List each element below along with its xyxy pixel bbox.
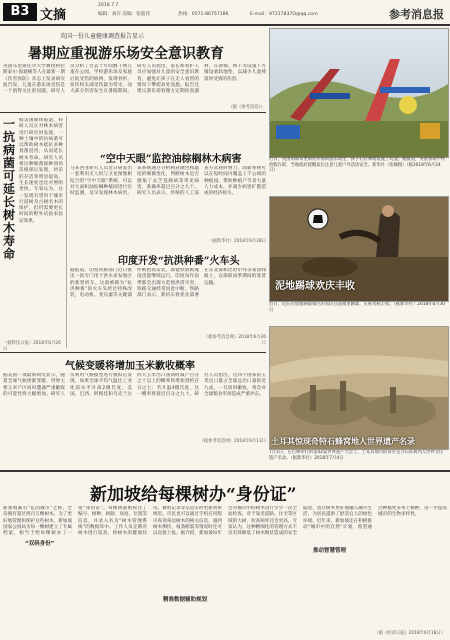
mid-story2-title: 印度开发“抗洪种番”火车头 [118,256,240,267]
hotline: 热线：0571-86757186 [178,12,229,17]
feature-subhead2: 推动智慧管理 [310,545,349,555]
divider [0,352,266,353]
side-story-byline: （据科技日报）2018年6月26日 [3,341,61,352]
feature-body: 新加坡素有“花园城市”之称，全岛拥有超过两百万棵树木。为了更好地管理和保护这些树木，新加坡国家公园局为每一棵树建立了专属档案，相当于给每棵树办了一张“身份证”。每棵树都被标注了编号、树种、树龄、高度、位置等信息，并录入名为“树木管理系统”的数据库中。工作人员定期对树木进行巡查，将树木的健康状况、修剪记录等信息实时更新到系统里。市民也可以通过手机应用程序查询身边树木的相关信息，遇到树木倒伏、枝条断裂等情况时还可以直接上报。据介绍，新加坡每年会对城市中的树木进行至少一次全面检查，对于靠近道路、住宅等区域的大树，检查频率还会更高。专家认为，这种精细化的管理方式不仅有效降低了树木倒伏造成的安全隐患，也让树木更好地融入城市生活，为居民提供了舒适宜人的绿色环境。近年来，新加坡还在积极推动“城市中的自然”计划，希望通过种植更多本土树种，进一步提高城市的生物多样性。 [3,506,447,537]
side-story-body: 据美国媒体报道，科研人员在对林木病害进行研究时发现，一种土壤中的抗病菌可以帮助树木抵抗多种真菌侵害，从而延长树木寿命。研究人员将这种细菌接种到幼苗根部后发现，幼苗的存活率明显提高，生长速度也比对照组更快。专家认为，这一发现有望用于城市行道树及古树名木的保护，但仍需要更长时间的野外试验来验证效果。 [19,118,63,224]
column-divider [66,116,67,348]
mid-story1-title: “空中天眼”监控油棕榈林木病害 [100,154,242,165]
feature-subhead3: 精准数据辅助规划 [160,594,210,604]
editor-credit: 编辑：刘仔·美编：张迪伟 [98,12,150,17]
section-title: 文摘 [40,8,67,23]
mid-story1-byline: （据新华社）2018年6月28日 [208,239,266,244]
mid-photo2-title: 泥地踢球欢庆丰收 [275,281,355,292]
corn-story-byline: （据参考消息网）2018年6月13日 [199,439,266,444]
corn-story-body: 据美国一项最新研究显示，随着全球气候逐渐变暖，世界主要玉米产区同时遭遇严重歉收的可能性将大幅增加。研究人员利用气候模型进行模拟后发现，如果全球平均气温比工业化前水平升高2摄氏度，美国、巴西、阿根廷和乌克兰这四大玉米出口国同时减产百分之十以上的概率将增加到约百分之七；若升温4摄氏度，这一概率将接近百分之九十。研究人员指出，这四个国家的玉米出口量占全球总出口量的近九成，一旦同时歉收，将会对全球粮食市场造成严重冲击。 [3,373,266,397]
feature-byline: （据《经济日报》2018年6月18日） [374,631,445,636]
amusement-park-photo [269,28,449,158]
page-number: B3 [3,3,37,21]
masthead: 参考消息报 [389,8,444,21]
top-story-kicker: 英国一份儿童健康调查报告显示 [60,33,145,40]
mid-story2-byline: （据参考消息网）2018年6月26日 [203,335,266,346]
divider [0,112,266,113]
header-rule [0,24,450,26]
page-header [0,0,450,24]
feature-title: 新加坡给每棵树办“身份证” [90,485,297,505]
mid-story2-body: 据报道，印度铁路部门近日推出一款专门用于洪水多发地区的新型机车。这款被称为“抗洪种番”的火车头经过特殊改装，电动机、变压器等关键部件被抬高安装，即使铁轨被淹没也能继续运行。印度每年雨季都会出现大范围洪涝灾害，铁路交通经常因此中断。铁路部门表示，新机车将优先部署在东北部和比哈尔邦等易涝线路上，以保障雨季期间的客货运输。 [70,268,266,299]
top-story-body: 英国布里斯托尔大学教授阿拉斯泰尔·海迪顿等人在最新一期《伤害预防》杂志上发表研究报告说，儿童在游乐场受伤是一个值得关注的问题。研究人员分析了过去十年间数千例儿童在公园、学校游乐场及家庭后院受伤的病例，发现骨折、扭伤和头部受伤最为常见，而大部分伤害发生在暑假期间。研究人员指出，家长和看护人员应加强对儿童的安全意识教育，避免让孩子在无人看管的情况下攀爬高处设施。报告还建议游乐场管理方定期检查器材，在滑梯、秋千等设施下方铺设柔软地垫，以减少儿童摔落时受到的伤害。 [3,64,266,95]
mid-photo2-caption: 近日，尼泊尔加德满都郊区的农民在泥地里踢球，庆祝水稻丰收。（据新华社）2018年6月30日 [269,302,445,313]
corn-story-title: 气候变暖将增加玉米歉收概率 [65,361,195,372]
email-address: E-mail：97217837O@qq.com [250,12,318,17]
side-story-title: 一抗病菌可延长树木寿命 [3,117,16,261]
bottom-photo-title: 土耳其惊现奇特石蜂窝地人世界遗产名录 [271,436,415,446]
bottom-photo-caption: 7月1日，在巴林举行的第42届世界遗产大会上，土耳其境内的哥贝克力石阵被列入世界文化遗产名录。（据新华社）2018年7月4日 [269,450,444,461]
top-story-title: 暑期应重视游乐场安全意识教育 [28,46,224,62]
issue-date: 2018.7.7 [98,3,119,8]
feature-subhead1: “双码身份” [22,538,57,548]
mid-story1-body: 马来西亚研究人员近日研发出一套利用无人机与卫星图像相结合的“空中天眼”系统，可以对大面积油棕榈种植园进行实时监测，及早发现林木病害。该系统通过分析树冠颜色和温度的细微变化，判断树木是否感染了灵芝基腐病等常见病害，准确率超过百分之九十。研究人员表示，传统的人工巡查方式耗时费力，而新系统可以在短时间内覆盖上千公顷的种植园，帮助种植户节省大量人力成本，并减少病害扩散造成的经济损失。 [70,166,266,197]
divider [0,470,450,472]
top-story-byline: （据《参考消息》） [228,105,265,110]
heritage-site-photo [269,326,449,450]
top-photo-caption: 近日，英国南部布里斯托尔海滨游乐场里，孩子们在攀爬设施上玩耍。据报道，英国暑期学校放假在即，当地政府提醒家长注意儿童户外活动安全。新华社（张楠摄）（据2018年6月24日） [269,157,446,174]
